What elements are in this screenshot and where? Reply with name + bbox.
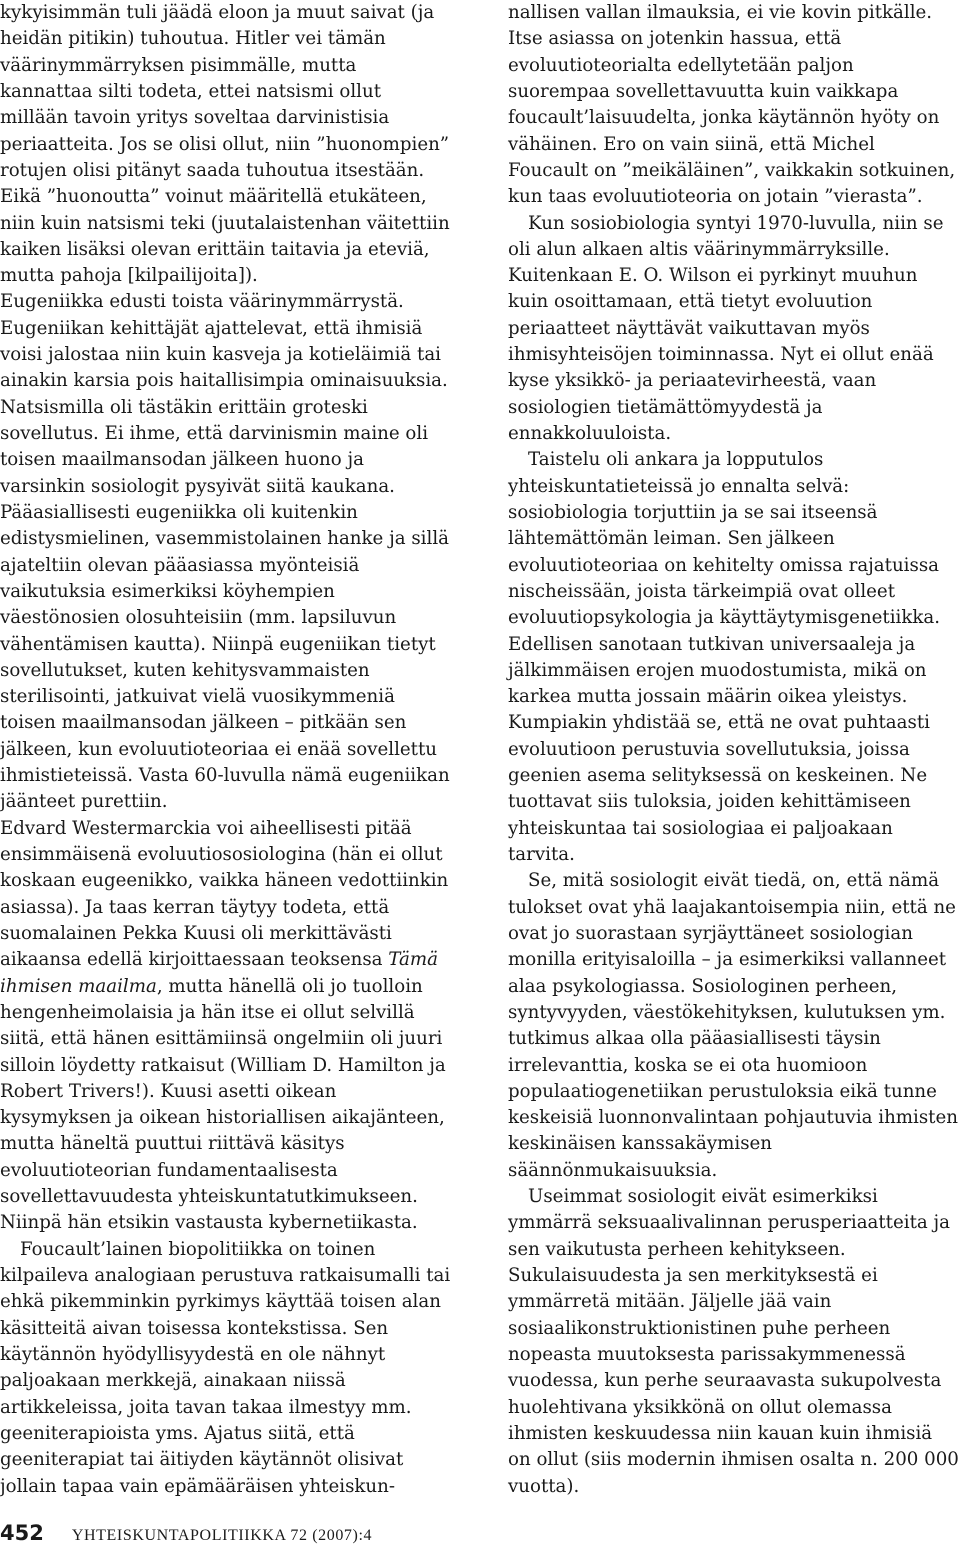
paragraph-text: , mutta hänellä oli jo tuolloin hengenheimolaisia ja hän itse ei ollut selvillä siitä, että hänen esittämiinsä ongelmiin oli juuri silloin löydetty ratkaisut (William D. Hamilton ja Robert Trivers!). Kuusi asetti oikean kysymyksen ja oikean historiallisen aikajänteen, mutta häneltä puuttui riittävä käsitys evoluutioteorian fundamentaalisesta sovellettavuudesta yhteiskuntatutkimukseen. Niinpä hän etsikin vastausta kybernetiikasta. xyxy=(0,975,446,1234)
paragraph: Eugeniikka edusti toista väärinymmärrystä. Eugeniikan kehittäjät ajattelevat, että ihmisiä voisi jalostaa niin kuin kasveja ja kotieläimiä tai ainakin karsia pois haitallisimpia ominaisuuksia. Natsismilla oli tästäkin erittäin groteski sovellutus. Ei ihme, että darvinismin maine oli toisen maailmansodan jälkeen huono ja varsinkin sosiologit pysyivät siitä kaukana. Pääasiallisesti eugeniikka oli kuitenkin edistysmielinen, vasemmistolainen hanke ja sillä ajateltiin olevan pääasiassa myönteisiä vaikutuksia esimerkiksi köyhempien väestönosien olosuhteisiin (mm. lapsiluvun vähentämisen kautta). Niinpä eugeniikan tietyt sovellutukset, kuten kehitysvammaisten sterilisointi, jatkuivat vielä vuosikymmeniä toisen maailmansodan jälkeen – pitkään sen jälkeen, kun evoluutioteoriaa ei enää sovellettu ihmistieteissä. Vasta 60-luvulla nämä eugeniikan jäänteet purettiin. xyxy=(0,291,450,813)
book-title: Tämä ihmisen maailma xyxy=(0,949,438,997)
paragraph: Taistelu oli ankara ja lopputulos yhteiskuntatieteissä jo ennalta selvä: sosiobiologia torjuttiin ja se sai itseensä lähtemättömän leiman. Sen jälkeen evoluutioteoriaa on kehitelty omissa rajatuissa nischeissään, joista tärkeimpiä ovat olleet evoluutiopsykologia ja käyttäytymisgenetiikka. Edellisen sanotaan tutkivan universaaleja ja jälkimmäisen erojen muodostumista, mikä on karkea mutta jossain määrin oikea yleistys. Kumpiakin yhdistää se, että ne ovat puhtaasti evoluutioon perustuvia sovellutuksia, joissa geenien asema selityksessä on keskeinen. Ne tuottavat siis tuloksia, joiden kehittämiseen yhteiskuntaa tai sosiologiaa ei paljoakaan tarvita. xyxy=(508,449,940,865)
paragraph: Foucault’lainen biopolitiikka on toinen kilpaileva analogiaan perustuva ratkaisumalli tai ehkä pikemminkin pyrkimys käyttää toisen alan käsitteitä aivan toisessa kontekstissa. Sen käytännön hyödyllisyydestä en ole nähnyt paljoakaan merkkejä, ainakaan niissä artikkeleissa, joita tavan takaa ilmestyy mm. geeniterapioista yms. Ajatus siitä, että geeniterapiat tai äitiyden käytännöt olisivat jollain tapaa vain epämääräisen yhteiskun- xyxy=(0,1238,451,1497)
paragraph: nallisen vallan ilmauksia, ei vie kovin pitkälle. Itse asiassa on jotenkin hassua, että evoluutioteorialta edellytetään paljon suorempaa sovellettavuutta kuin vaikkapa foucault’laisuudelta, jonka käytännön hyöty on vähäinen. Ero on vain siinä, että Michel Foucault on ”meikäläinen”, vaikkakin sotkuinen, kun taas evoluutioteoria on jotain ”vierasta”. xyxy=(508,2,956,208)
paragraph-text: Edvard Westermarckia voi aiheellisesti pitää ensimmäisenä evoluutiososiologina (hän ei ollut koskaan eugeenikko, vaikka häneen vedottiinkin asiassa). Ja taas kerran täytyy todeta, että suomalainen Pekka Kuusi oli merkittävästi aikaansa edellä kirjoittaessaan teoksensa xyxy=(0,817,449,971)
paragraph: Useimmat sosiologit eivät esimerkiksi ymmärrä seksuaalivalinnan perusperiaatteita ja sen vaikutusta perheen kehitykseen. Sukulaisuudesta ja sen merkityksestä ei ymmärretä mitään. Jäljelle jää vain sosiaalikonstruktionistinen puhe perheen nopeasta muutoksesta parissakymmenessä vuodessa, kun perhe seuraavasta sukupolvesta huolehtivana yksikkönä on ollut olemassa ihmisten keskuudessa niin kauan kuin ihmisiä on ollut (siis modernin ihmisen osalta n. 200 000 vuotta). xyxy=(508,1186,959,1497)
paragraph: Se, mitä sosiologit eivät tiedä, on, että nämä tulokset ovat yhä laajakantoisempia niin, että ne ovat jo suorastaan syrjäyttäneet sosiologian monilla erityisaloilla – ja esimerkiksi vallanneet alaa psykologiassa. Sosiologinen perheen, syntyvyyden, väestökehityksen, kulutuksen ym. tutkimus alkaa olla pääasiallisesti täysin irrelevanttia, koska se ei ota huomioon populaatiogenetiikan perustuloksia eikä tunne keskeisiä luonnonvalintaan pohjautuvia ihmisten keskinäisen kanssakäymisen säännönmukaisuuksia. xyxy=(508,870,958,1181)
right-column xyxy=(508,0,960,1500)
journal-name: YHTEISKUNTAPOLITIIKKA 72 (2007):4 xyxy=(71,1527,373,1544)
page-footer xyxy=(0,1521,372,1551)
paragraph: Kun sosiobiologia syntyi 1970-luvulla, niin se oli alun alkaen altis väärinymmärryksille. Kuitenkaan E. O. Wilson ei pyrkinyt muuhun kuin osoittamaan, että tietyt evoluution periaatteet näyttävät vaikuttavan myös ihmisyhteisöjen toiminnassa. Nyt ei ollut enää kyse yksikkö- ja periaatevirheestä, vaan sosiologien tietämättömyydestä ja ennakkoluuloista. xyxy=(508,212,944,444)
left-column xyxy=(0,0,452,1500)
page-number: 452 xyxy=(0,1521,44,1545)
paragraph: kykyisimmän tuli jäädä eloon ja muut saivat (ja heidän pitikin) tuhoutua. Hitler vei tämän väärinymmärryksen pisimmälle, mutta kannattaa silti todeta, ettei natsismi ollut millään tavoin yritys soveltaa darvinistisia periaatteita. Jos se olisi ollut, niin ”huonompien” rotujen olisi pitänyt saada tuhoutua itsestään. Eikä ”huonoutta” voinut määritellä etukäteen, niin kuin natsismi teki (juutalaistenhan väitettiin kaiken lisäksi olevan erittäin taitavia ja eteviä, mutta pahoja [kilpailijoita]). xyxy=(0,2,450,287)
paragraph xyxy=(0,816,452,1237)
